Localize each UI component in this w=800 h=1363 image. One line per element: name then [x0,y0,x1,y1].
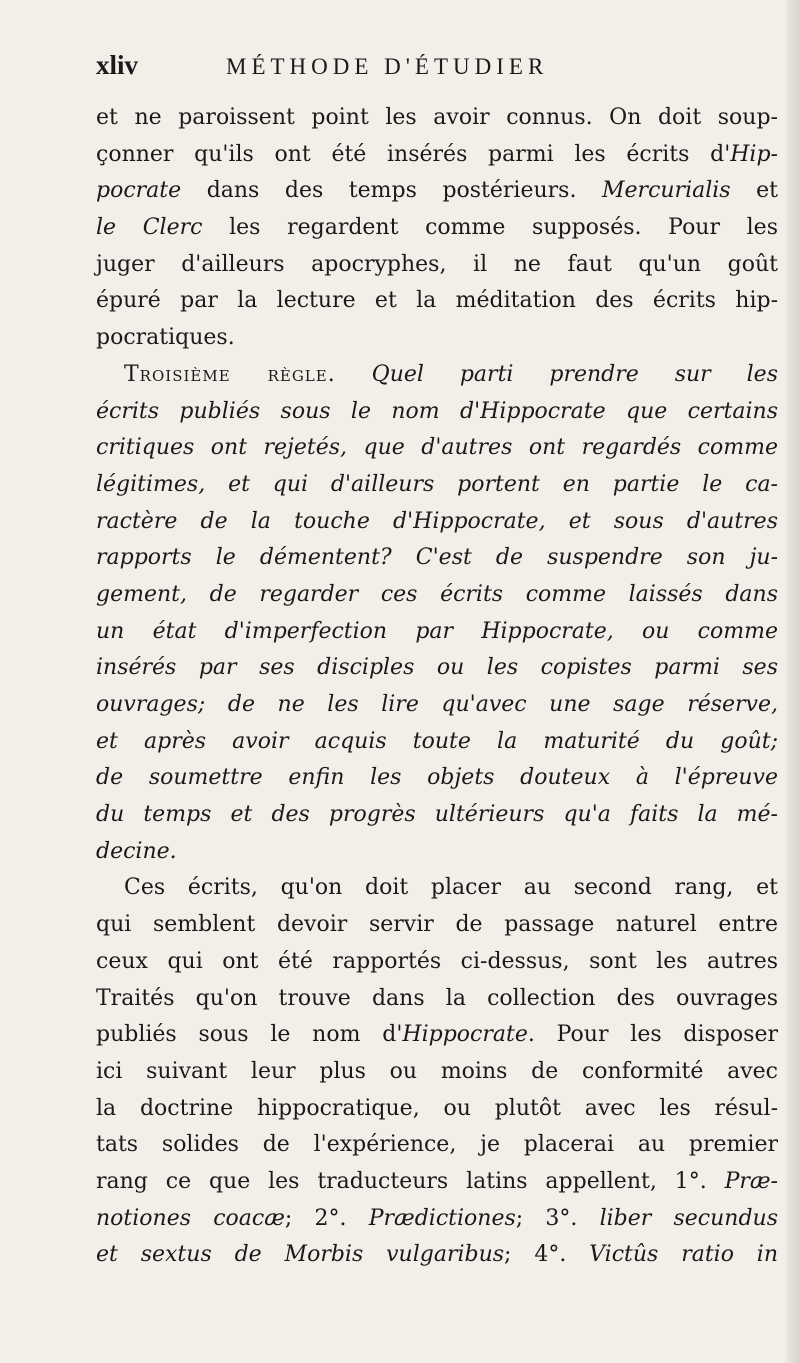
text-line [96,577,778,614]
italic-text: rapports le démentent? C'est de suspendre son ju- [96,545,778,571]
italic-text: ractère de la touche d'Hippocrate, et sous d'autres [96,508,778,534]
italic-text: notiones coacæ [96,1205,285,1231]
roman-text: et [730,178,778,204]
text-line [96,173,778,210]
roman-text: rang ce que les traducteurs latins appellent, 1°. [96,1168,725,1194]
text-line [96,320,778,357]
text-line [96,210,778,247]
page-number: xliv [96,50,139,80]
text-line [96,614,778,651]
roman-text: publiés sous le nom d' [96,1022,403,1048]
roman-text: qui semblent devoir servir de passage naturel entre [96,912,778,938]
text-line [96,907,778,944]
roman-text: Ces écrits, qu'on doit placer au second rang, et [124,875,778,901]
text-line [96,394,778,431]
italic-text: et sextus de Morbis vulgaribus [96,1242,505,1268]
text-line [96,504,778,541]
roman-text: épuré par la lecture et la méditation des écrits hip- [96,288,778,314]
roman-text: ; 2°. [284,1205,369,1231]
roman-text: et ne paroissent point les avoir connus. On doit soup- [96,105,778,130]
text-line [96,430,778,467]
text-line [96,981,778,1018]
text-line [96,283,778,320]
roman-text: ; 4°. [504,1242,590,1268]
text-line [96,724,778,761]
text-line [96,1127,778,1164]
text-line [96,834,778,871]
roman-text: çonner qu'ils ont été insérés parmi les écrits d' [96,141,731,167]
text-line [96,870,778,907]
italic-text: Præ- [724,1168,778,1194]
italic-text: decine. [96,838,177,864]
italic-text: Hip- [730,141,778,167]
running-title: MÉTHODE D'ÉTUDIER [226,54,549,79]
italic-text: de soumettre enfin les objets douteux à l'épreuve [96,765,778,791]
italic-text: Prædictiones [368,1205,516,1231]
text-line [96,760,778,797]
text-line [96,1017,778,1054]
text-line [96,100,778,137]
text-line [96,137,778,174]
text-line [96,944,778,981]
roman-text: ; 3°. [515,1205,600,1231]
italic-text: Victûs ratio in [589,1242,779,1268]
text-line [96,357,778,394]
italic-text: le Clerc [96,215,203,241]
roman-text: Traités qu'on trouve dans la collection des ouvrages [96,985,778,1011]
italic-text: Quel parti prendre sur les [335,361,778,387]
italic-text: légitimes, et qui d'ailleurs portent en partie le ca- [96,471,778,497]
italic-text: un état d'imperfection par Hippocrate, ou comme [96,618,778,644]
italic-text: pocrate [96,178,182,204]
text-line [96,467,778,504]
roman-text: ceux qui ont été rapportés ci-dessus, sont les autres [96,948,778,974]
small-caps-text: Troisième règle. [124,361,336,387]
italic-text: ouvrages; de ne les lire qu'avec une sage réserve, [96,692,778,717]
text-line [96,650,778,687]
text-line [96,1091,778,1128]
page-edge [786,0,800,1363]
roman-text: dans des temps postérieurs. [181,178,602,204]
body-text [96,100,778,1274]
italic-text: Mercurialis [602,178,731,204]
italic-text: écrits publiés sous le nom d'Hippocrate que certains [96,398,778,424]
roman-text: tats solides de l'expérience, je placerai au premier [96,1132,778,1158]
text-line [96,1164,778,1201]
text-line [96,1054,778,1091]
text-line [96,1237,778,1274]
italic-text: critiques ont rejetés, que d'autres ont regardés comme [96,435,778,461]
roman-text: juger d'ailleurs apocryphes, il ne faut qu'un goût [96,251,778,277]
roman-text: ici suivant leur plus ou moins de conformité avec [96,1058,778,1084]
roman-text: les regardent comme supposés. Pour les [202,215,778,241]
italic-text: gement, de regarder ces écrits comme laissés dans [96,581,778,607]
text-line [96,247,778,284]
italic-text: liber secundus [599,1205,778,1231]
italic-text: du temps et des progrès ultérieurs qu'a faits la mé- [96,802,778,828]
text-line [96,540,778,577]
text-line [96,687,778,724]
roman-text: . Pour les disposer [527,1022,778,1048]
italic-text: insérés par ses disciples ou les copistes parmi ses [96,655,778,681]
text-line [96,1201,778,1238]
italic-text: et après avoir acquis toute la maturité du goût; [96,728,778,754]
roman-text: la doctrine hippocratique, ou plutôt avec les résul- [96,1095,778,1121]
italic-text: Hippocrate [402,1022,528,1048]
text-line [96,797,778,834]
roman-text: pocratiques. [96,325,235,351]
page-header [96,50,706,90]
